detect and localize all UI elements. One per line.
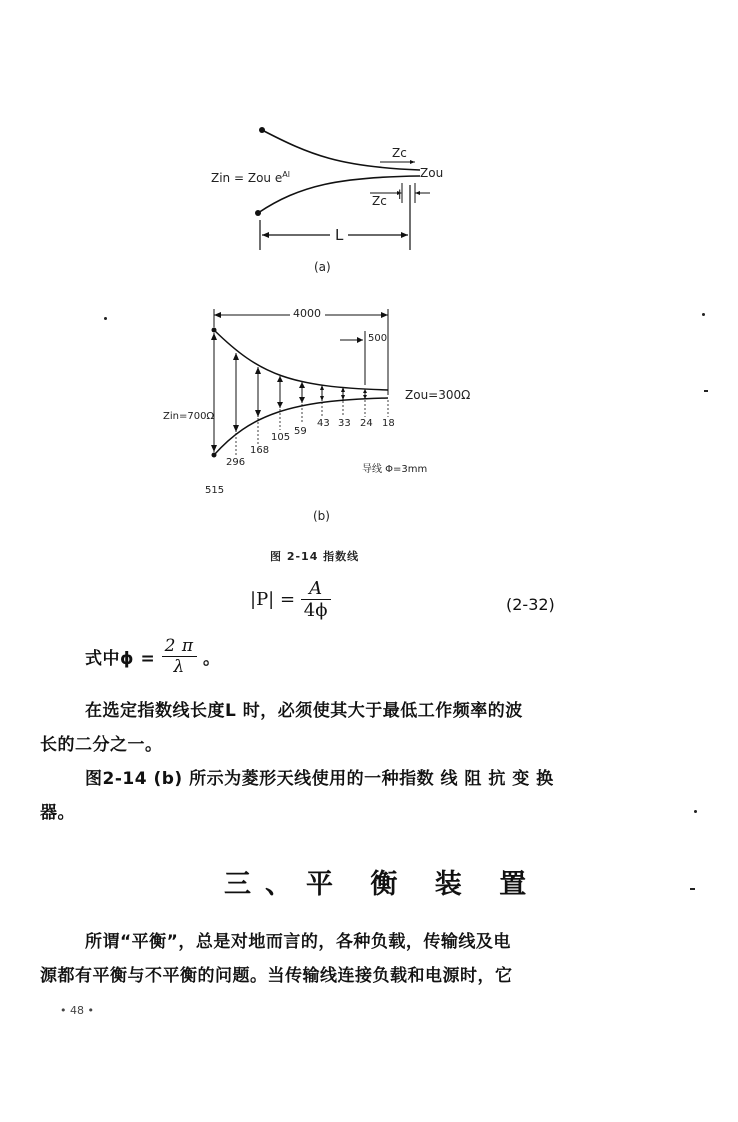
figure-a-bottom-terminal (255, 210, 261, 216)
scan-speck (694, 810, 697, 813)
figure-a-label-zc-bottom: Zc (372, 194, 387, 208)
figure-a-label-L: L (335, 226, 344, 244)
paragraph-3-line-1: 所谓“平衡”，总是对地而言的，各种负载，传输线及电 (85, 932, 511, 952)
figure-a-top-terminal (259, 127, 265, 133)
figure-b-dim-4000: 4000 (293, 307, 321, 320)
figure-b-spacing-6: 33 (338, 418, 351, 429)
where-line (85, 636, 220, 677)
figure-a (190, 115, 460, 280)
equation-number: (2-32) (506, 595, 555, 614)
figure-a-label-l-small: l (398, 188, 402, 202)
figure-b-spacing-5: 43 (317, 418, 330, 429)
equation-fraction (301, 578, 331, 621)
equation-2-32 (250, 578, 331, 621)
figure-b-spacing-7: 24 (360, 418, 373, 429)
paragraph-2-line-2: 器。 (40, 803, 75, 823)
figure-b-caption: (b) (313, 509, 330, 523)
paragraph-1-line-2: 长的二分之一。 (40, 735, 163, 755)
figure-b-spacing-4: 59 (294, 426, 307, 437)
figure-b-spacing-3: 105 (271, 432, 291, 443)
figure-a-caption: (a) (314, 260, 331, 274)
figure-a-label-zc-top: Zc (392, 146, 407, 160)
where-suffix: 。 (202, 649, 221, 669)
equation-denominator: 4ϕ (303, 600, 328, 621)
where-numerator: 2 π (162, 636, 197, 657)
figure-b-spacing-8: 18 (382, 418, 395, 429)
where-prefix: 式中ϕ = (85, 649, 156, 669)
scan-speck (702, 313, 705, 316)
equation-numerator: A (301, 578, 331, 600)
figure-b-top-conductor (214, 330, 388, 390)
where-fraction (162, 636, 197, 677)
paragraph-3-line-2: 源都有平衡与不平衡的问题。当传输线连接负载和电源时，它 (40, 966, 513, 986)
scan-speck (690, 888, 695, 890)
section-title: 三、平 衡 装 置 (224, 869, 541, 900)
figure-b-spacing-2: 168 (250, 445, 270, 456)
figure-a-label-zin-exp: Al (282, 170, 290, 179)
page-number: • 48 • (60, 1004, 94, 1017)
paragraph-2-line-1: 图2-14 (b) 所示为菱形天线使用的一种指数 线 阻 抗 变 换 (85, 769, 554, 789)
figure-b-dim-500: 500 (368, 333, 388, 344)
figure-b-spacing-1: 296 (226, 457, 246, 468)
figure-a-label-zin-main: Zin = Zou e (211, 171, 283, 185)
figure-a-label-zin (211, 170, 290, 185)
scan-speck (104, 317, 107, 320)
paragraph-1-line-1: 在选定指数线长度L 时，必须使其大于最低工作频率的波 (85, 701, 523, 721)
equation-lhs: |P| = (250, 589, 296, 610)
where-denominator: λ (173, 657, 185, 677)
figure-b-wire-note: 导线 Φ=3mm (362, 464, 428, 475)
scan-speck (704, 390, 708, 392)
figure-caption: 图 2-14 指数线 (270, 550, 360, 563)
figure-b-label-zou: Zou=300Ω (405, 388, 471, 402)
figure-b-label-zin: Zin=700Ω (163, 411, 215, 422)
figure-b-spacing-0: 515 (205, 485, 225, 496)
figure-a-label-zou: Zou (420, 166, 444, 180)
